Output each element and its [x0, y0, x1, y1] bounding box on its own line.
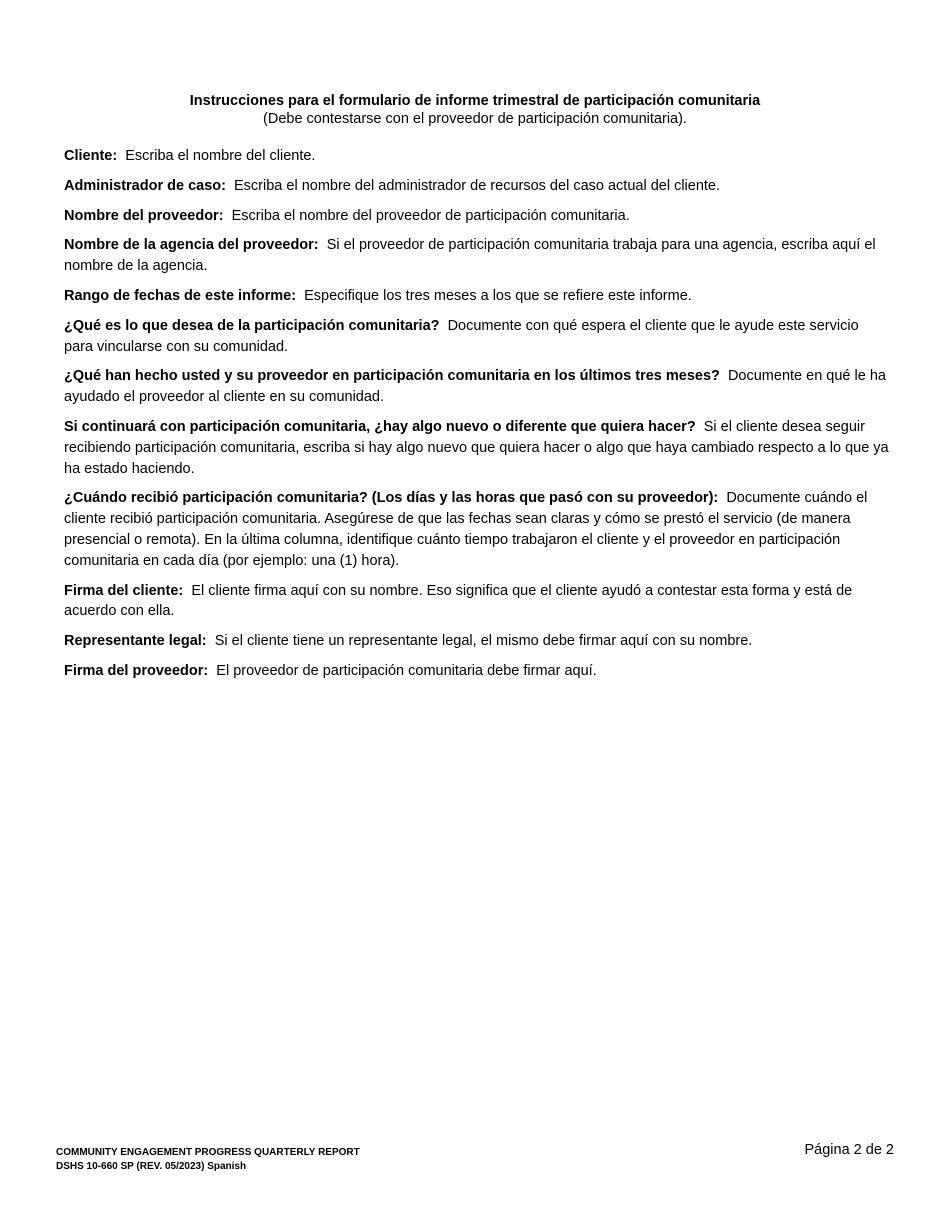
- instruction-text: Si el cliente desea seguir recibiendo participación comunitaria, escriba si hay algo nuevo que quiera hacer o algo que haya cambiado respecto a lo que ya ha estado haciendo.: [64, 418, 889, 477]
- instruction-label: Firma del cliente:: [64, 582, 184, 599]
- instructions-list: [64, 146, 890, 691]
- instruction-rango-de-fechas: [64, 286, 890, 307]
- instruction-text: Documente con qué espera el cliente que le ayude este servicio para vincularse con su comunidad.: [64, 317, 859, 355]
- instruction-label: Representante legal:: [64, 633, 207, 650]
- instruction-label: Nombre de la agencia del proveedor:: [64, 237, 319, 254]
- instruction-nombre-agencia: [64, 235, 890, 277]
- instruction-text: Si el proveedor de participación comunitaria trabaja para una agencia, escriba aquí el nombre de la agencia.: [64, 237, 876, 275]
- instruction-nombre-del-proveedor: [64, 206, 890, 227]
- instruction-representante-legal: [64, 631, 890, 652]
- instruction-label: Si continuará con participación comunitaria, ¿hay algo nuevo o diferente que quiera hacer?: [64, 418, 696, 435]
- instruction-cliente: [64, 146, 890, 167]
- footer-form-name: COMMUNITY ENGAGEMENT PROGRESS QUARTERLY REPORT: [56, 1147, 360, 1158]
- footer-form-id: DSHS 10-660 SP (REV. 05/2023) Spanish: [56, 1161, 247, 1172]
- footer-form-info: [56, 1146, 360, 1174]
- instruction-label: Administrador de caso:: [64, 177, 226, 194]
- instruction-text: El proveedor de participación comunitaria debe firmar aquí.: [216, 662, 597, 679]
- instruction-label: ¿Cuándo recibió participación comunitaria? (Los días y las horas que pasó con su proveedor):: [64, 490, 719, 507]
- instruction-que-desea: [64, 316, 890, 358]
- page-title: Instrucciones para el formulario de informe trimestral de participación comunitaria: [189, 93, 761, 109]
- instruction-label: ¿Qué han hecho usted y su proveedor en participación comunitaria en los últimos tres meses?: [64, 368, 720, 385]
- instruction-label: Firma del proveedor:: [64, 662, 209, 679]
- instruction-cuando-recibio: [64, 488, 890, 571]
- instruction-label: Rango de fechas de este informe:: [64, 287, 297, 304]
- footer-page-number: Página 2 de 2: [804, 1142, 894, 1158]
- instruction-text: Si el cliente tiene un representante legal, el mismo debe firmar aquí con su nombre.: [214, 633, 753, 650]
- instruction-text: Escriba el nombre del administrador de recursos del caso actual del cliente.: [234, 177, 721, 194]
- instruction-text: Escriba el nombre del cliente.: [125, 148, 316, 164]
- instruction-label: ¿Qué es lo que desea de la participación comunitaria?: [64, 317, 440, 334]
- page-subtitle: (Debe contestarse con el proveedor de participación comunitaria).: [263, 111, 687, 127]
- instruction-text: Escriba el nombre del proveedor de participación comunitaria.: [231, 207, 630, 224]
- instruction-text: El cliente firma aquí con su nombre. Eso significa que el cliente ayudó a contestar esta forma y está de acuerdo con ella.: [64, 582, 853, 620]
- instruction-firma-del-cliente: [64, 581, 890, 623]
- page-header: [64, 92, 886, 128]
- instruction-label: Nombre del proveedor:: [64, 207, 224, 224]
- instruction-si-continuara: [64, 417, 890, 479]
- instruction-text: Especifique los tres meses a los que se refiere este informe.: [304, 287, 692, 304]
- instruction-que-han-hecho: [64, 366, 890, 408]
- instruction-text: Documente en qué le ha ayudado el proveedor al cliente en su comunidad.: [64, 368, 886, 406]
- instruction-administrador-de-caso: [64, 176, 890, 197]
- instruction-firma-del-proveedor: [64, 661, 890, 682]
- instruction-text: Documente cuándo el cliente recibió participación comunitaria. Asegúrese de que las fechas sean claras y cómo se prestó el servicio (de manera presencial o remota). En la última columna, identifique cuánto tiempo trabajaron el cliente y el proveedor en participación comunitaria en cada día (por ejemplo: una (1) hora).: [64, 490, 868, 569]
- instruction-label: Cliente:: [64, 148, 118, 164]
